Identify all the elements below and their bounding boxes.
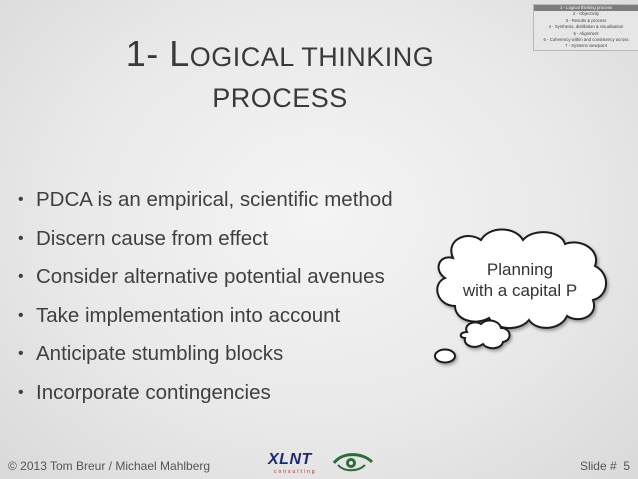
title-rest: OGICAL THINKING bbox=[189, 42, 435, 72]
bullet-marker: • bbox=[18, 268, 24, 285]
bullet-text: PDCA is an empirical, scientific method bbox=[36, 188, 393, 211]
bullet-text: Incorporate contingencies bbox=[36, 380, 271, 404]
agenda-item-4[interactable]: 4 - Synthesis, distillation & visualisation bbox=[548, 24, 624, 30]
agenda-item-6[interactable]: 6 - Coherency within and consistency across bbox=[543, 37, 629, 43]
xlnt-logo bbox=[268, 451, 320, 477]
copyright-text: © 2013 Tom Breur / Michael Mahlberg bbox=[8, 459, 211, 473]
slide-title-line2: PROCESS bbox=[212, 83, 348, 113]
slide-number-area bbox=[580, 459, 630, 473]
slide-label: Slide # bbox=[579, 459, 617, 473]
eye-logo-icon bbox=[332, 450, 374, 474]
bullet-text: Discern cause from effect bbox=[36, 226, 269, 250]
bullet-marker: • bbox=[18, 345, 24, 362]
callout-line2: with a capital P bbox=[462, 281, 578, 300]
bullet-marker: • bbox=[18, 229, 24, 247]
logo-word: XLNT bbox=[268, 451, 312, 468]
slide-title-line1 bbox=[0, 33, 560, 75]
slide-number: 5 bbox=[623, 459, 630, 473]
bullet-text: Take implementation into account bbox=[36, 303, 341, 327]
callout-text bbox=[440, 259, 600, 301]
bullet-marker: • bbox=[18, 306, 24, 324]
bullet-text: Consider alternative potential avenues bbox=[36, 265, 385, 288]
agenda-item-3[interactable]: 3 - Results & process bbox=[565, 17, 607, 23]
agenda-item-1[interactable]: 1 - Logical thinking process bbox=[534, 5, 638, 11]
bullet-marker: • bbox=[18, 191, 24, 208]
callout-line1: Planning bbox=[486, 260, 554, 279]
title-prefix: 1- L bbox=[125, 33, 190, 74]
agenda-item-7[interactable]: 7 - Systems viewpoint bbox=[565, 43, 607, 49]
bullet-text: Anticipate stumbling blocks bbox=[36, 342, 284, 365]
agenda-box bbox=[533, 4, 638, 51]
agenda-item-5[interactable]: 5 - Alignment bbox=[573, 30, 599, 36]
logo-subtext: consulting bbox=[274, 469, 317, 475]
agenda-item-2[interactable]: 2 - Objectivity bbox=[572, 11, 600, 17]
bullet-marker: • bbox=[18, 383, 24, 401]
